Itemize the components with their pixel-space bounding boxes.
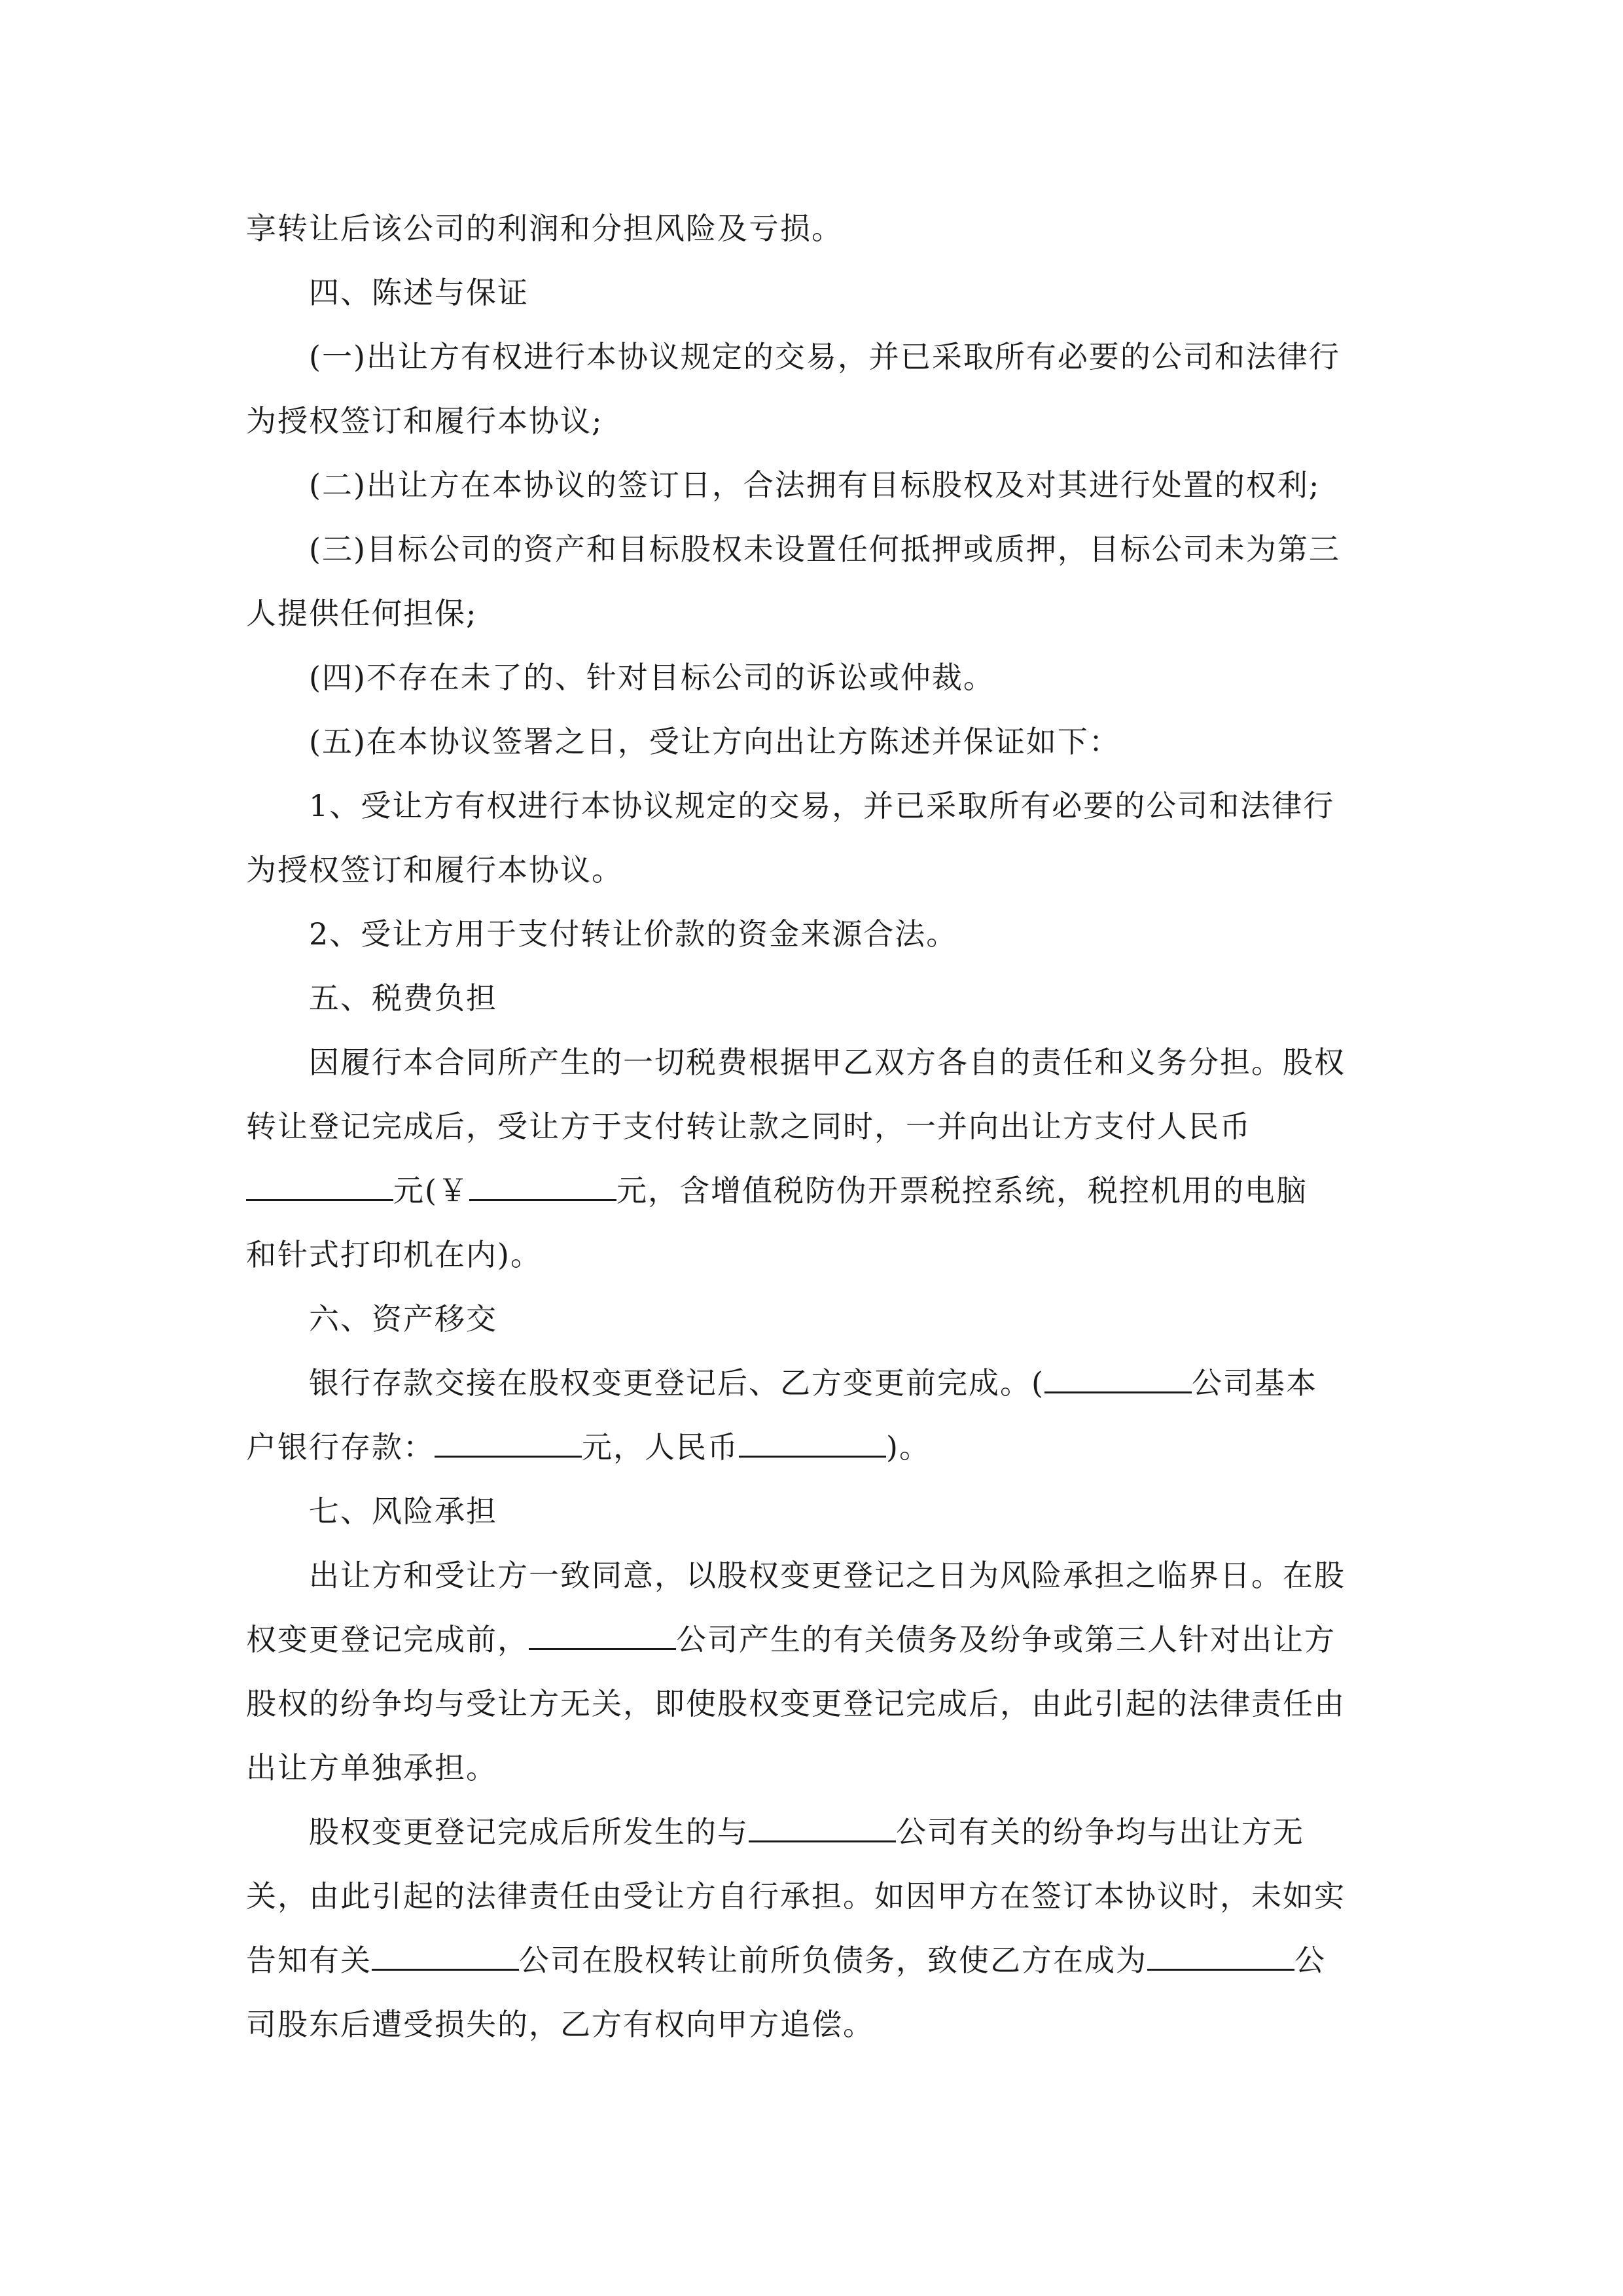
- text-line: 和针式打印机在内)。: [246, 1237, 542, 1272]
- text-line: 1、受让方有权进行本协议规定的交易，并已采取所有必要的公司和法律行: [309, 788, 1335, 823]
- text-fragment: 公司产生的有关债务及纷争或第三人针对出让方: [676, 1622, 1336, 1657]
- text-line: 享转让后该公司的利润和分担风险及亏损。: [246, 211, 843, 246]
- text-line-with-blanks: [246, 1351, 1377, 1415]
- text-line-with-blanks: [246, 1928, 1377, 1992]
- text-line: 为授权签订和履行本协议;: [246, 403, 603, 439]
- text-fragment: 告知有关: [246, 1943, 372, 1978]
- fill-blank: [1044, 1352, 1192, 1393]
- section-heading-asset-transfer: 六、资产移交: [309, 1301, 497, 1336]
- text-line: 股权的纷争均与受让方无关，即使股权变更登记完成后，由此引起的法律责任由: [246, 1686, 1346, 1721]
- text-fragment: 公: [1294, 1943, 1326, 1978]
- text-fragment: 户银行存款：: [246, 1429, 435, 1465]
- text-fragment: 银行存款交接在股权变更登记后、乙方变更前完成。(: [309, 1365, 1044, 1401]
- text-line: (二)出让方在本协议的签订日，合法拥有目标股权及对其进行处置的权利;: [309, 467, 1321, 503]
- text-line-with-blanks: [246, 1415, 1377, 1479]
- text-fragment: 公司有关的纷争均与出让方无: [896, 1814, 1304, 1850]
- text-line-with-blanks: [246, 1607, 1377, 1672]
- text-line-with-blanks: [246, 1800, 1377, 1864]
- text-line: 关，由此引起的法律责任由受让方自行承担。如因甲方在签订本协议时，未如实: [246, 1878, 1346, 1914]
- text-fragment: 元，含增值税防伪开票税控系统，税控机用的电脑: [616, 1173, 1308, 1208]
- text-line: 司股东后遭受损失的，乙方有权向甲方追偿。: [246, 2007, 874, 2042]
- text-line: (四)不存在未了的、针对目标公司的诉讼或仲裁。: [309, 660, 995, 695]
- text-line: 人提供任何担保;: [246, 596, 478, 631]
- fill-blank: [469, 1160, 616, 1201]
- text-line: 为授权签订和履行本协议。: [246, 852, 623, 888]
- text-line: 转让登记完成后，受让方于支付转让款之同时，一并向出让方支付人民币: [246, 1109, 1251, 1144]
- fill-blank: [749, 1801, 896, 1842]
- text-line: 因履行本合同所产生的一切税费根据甲乙双方各自的责任和义务分担。股权: [309, 1045, 1346, 1080]
- text-line: 出让方单独承担。: [246, 1750, 497, 1785]
- section-heading-taxes: 五、税费负担: [309, 980, 497, 1016]
- text-fragment: 公司基本: [1191, 1365, 1317, 1401]
- text-line: (三)目标公司的资产和目标股权未设置任何抵押或质押，目标公司未为第三: [309, 531, 1340, 567]
- text-line: 2、受让方用于支付转让价款的资金来源合法。: [309, 916, 958, 952]
- text-line: 出让方和受让方一致同意，以股权变更登记之日为风险承担之临界日。在股: [309, 1558, 1346, 1593]
- text-line: (一)出让方有权进行本协议规定的交易，并已采取所有必要的公司和法律行: [309, 339, 1340, 374]
- text-line: (五)在本协议签署之日，受让方向出让方陈述并保证如下：: [309, 724, 1120, 759]
- section-heading-risk: 七、风险承担: [309, 1494, 497, 1529]
- fill-blank: [739, 1416, 886, 1458]
- text-fragment: 元，人民币: [582, 1429, 739, 1465]
- section-heading-representations: 四、陈述与保证: [309, 275, 529, 310]
- fill-blank: [435, 1416, 582, 1458]
- fill-blank: [1147, 1929, 1294, 1971]
- text-fragment: 元(￥: [393, 1173, 469, 1208]
- text-fragment: 权变更登记完成前，: [246, 1622, 529, 1657]
- text-fragment: )。: [886, 1429, 931, 1465]
- text-line-with-blanks: [246, 1158, 1377, 1223]
- text-fragment: 股权变更登记完成后所发生的与: [309, 1814, 749, 1850]
- fill-blank: [529, 1609, 676, 1650]
- fill-blank: [372, 1929, 519, 1971]
- document-page: [246, 196, 1377, 2056]
- fill-blank: [246, 1160, 393, 1201]
- text-fragment: 公司在股权转让前所负债务，致使乙方在成为: [519, 1943, 1147, 1978]
